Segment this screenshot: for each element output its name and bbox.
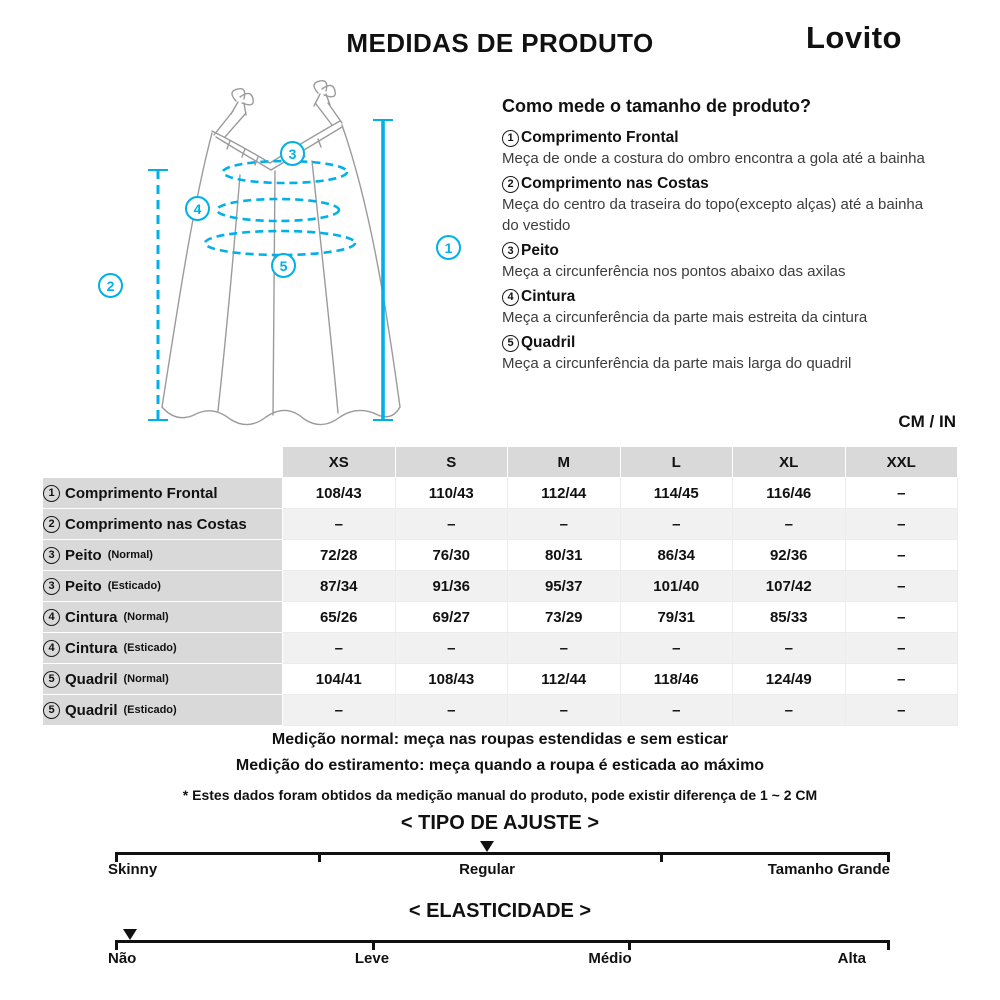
size-header: XS <box>283 447 396 478</box>
size-cell: 116/46 <box>733 478 846 509</box>
fit-axis-line <box>115 852 890 855</box>
size-cell: 114/45 <box>620 478 733 509</box>
note-disclaimer: * Estes dados foram obtidos da medição manual do produto, pode existir diferença de 1 ~ 2 CM <box>182 787 818 803</box>
row-label: Cintura <box>65 608 118 626</box>
elasticity-tick <box>628 940 631 950</box>
elasticity-tick <box>887 940 890 950</box>
table-row <box>43 571 958 602</box>
hip-line <box>205 231 355 255</box>
size-cell: – <box>845 602 958 633</box>
size-cell: – <box>733 509 846 540</box>
size-cell: – <box>845 540 958 571</box>
size-cell: 79/31 <box>620 602 733 633</box>
size-cell: – <box>283 695 396 726</box>
waist-line <box>217 199 339 221</box>
row-number: 3 <box>43 547 60 564</box>
row-number: 5 <box>43 671 60 688</box>
size-cell: – <box>508 695 621 726</box>
note-normal-measure: Medição normal: meça nas roupas estendidas e sem esticar <box>271 731 729 748</box>
page-title: MEDIDAS DE PRODUTO <box>346 28 654 58</box>
item-number: 2 <box>502 176 519 193</box>
size-header: XXL <box>845 447 958 478</box>
size-header: XL <box>733 447 846 478</box>
bust-line <box>223 161 347 183</box>
item-title: Cintura <box>521 288 576 305</box>
fit-label-skinny: Skinny <box>108 861 158 878</box>
marker-5: 5 <box>271 253 296 278</box>
marker-2: 2 <box>98 273 123 298</box>
howto-item <box>502 288 932 328</box>
size-cell: 80/31 <box>508 540 621 571</box>
item-description: Meça a circunferência nos pontos abaixo das axilas <box>502 262 846 280</box>
row-sublabel: (Normal) <box>123 673 169 685</box>
size-cell: 87/34 <box>283 571 396 602</box>
table-row <box>43 695 958 726</box>
note-stretch-measure: Medição do estiramento: meça quando a roupa é esticada ao máximo <box>235 757 765 774</box>
elasticity-label-alta: Alta <box>837 950 866 967</box>
size-cell: – <box>733 633 846 664</box>
size-cell: – <box>620 695 733 726</box>
howto-heading: Como mede o tamanho de produto? <box>502 96 811 116</box>
item-number: 1 <box>502 130 519 147</box>
row-label: Quadril <box>65 670 118 688</box>
fit-tick <box>660 852 663 862</box>
table-row <box>43 633 958 664</box>
size-cell: – <box>283 633 396 664</box>
size-cell: 108/43 <box>395 664 508 695</box>
marker-3: 3 <box>280 141 305 166</box>
item-description: Meça do centro da traseira do topo(excepto alças) até a bainha do vestido <box>502 196 924 234</box>
front-length-line <box>373 120 393 420</box>
row-sublabel: (Normal) <box>107 549 153 561</box>
size-cell: 92/36 <box>733 540 846 571</box>
brand-logo: Lovito <box>806 20 902 55</box>
size-cell: 95/37 <box>508 571 621 602</box>
size-cell: 65/26 <box>283 602 396 633</box>
marker-4: 4 <box>185 196 210 221</box>
item-number: 5 <box>502 335 519 352</box>
item-number: 3 <box>502 242 519 259</box>
row-number: 5 <box>43 702 60 719</box>
size-cell: – <box>620 633 733 664</box>
size-cell: – <box>845 478 958 509</box>
item-title: Peito <box>521 241 559 259</box>
row-number: 2 <box>43 516 60 533</box>
size-cell: 69/27 <box>395 602 508 633</box>
size-cell: 101/40 <box>620 571 733 602</box>
size-cell: 112/44 <box>508 478 621 509</box>
fit-label-tamanho-grande: Tamanho Grande <box>767 861 890 878</box>
row-number: 3 <box>43 578 60 595</box>
size-header: S <box>395 447 508 478</box>
size-table <box>42 446 958 726</box>
size-header: M <box>508 447 621 478</box>
size-cell: – <box>508 509 621 540</box>
size-cell: 124/49 <box>733 664 846 695</box>
elasticity-title: < ELASTICIDADE > <box>408 900 592 922</box>
size-cell: 107/42 <box>733 571 846 602</box>
row-number: 4 <box>43 609 60 626</box>
table-row <box>43 509 958 540</box>
row-sublabel: (Normal) <box>123 611 169 623</box>
size-cell: 73/29 <box>508 602 621 633</box>
elasticity-label-medio: Médio <box>588 950 632 967</box>
row-sublabel: (Esticado) <box>123 704 177 716</box>
row-sublabel: (Esticado) <box>123 642 177 654</box>
size-header: L <box>620 447 733 478</box>
measurement-lines <box>148 120 393 420</box>
item-title: Comprimento Frontal <box>521 129 679 146</box>
size-cell: – <box>733 695 846 726</box>
size-cell: – <box>845 664 958 695</box>
howto-section <box>502 96 932 375</box>
howto-item <box>502 334 932 374</box>
item-description: Meça a circunferência da parte mais larga do quadril <box>502 355 852 373</box>
item-description: Meça a circunferência da parte mais estreita da cintura <box>502 309 868 326</box>
size-cell: 76/30 <box>395 540 508 571</box>
size-cell: 112/44 <box>508 664 621 695</box>
row-label: Peito <box>65 577 102 595</box>
elasticity-tick <box>372 940 375 950</box>
elasticity-label-nao: Não <box>108 950 137 967</box>
size-cell: – <box>395 509 508 540</box>
row-number: 4 <box>43 640 60 657</box>
elasticity-axis-line <box>115 940 890 943</box>
unit-label: CM / IN <box>898 412 956 431</box>
row-label: Comprimento Frontal <box>65 484 218 502</box>
row-number: 1 <box>43 485 60 502</box>
size-cell: 85/33 <box>733 602 846 633</box>
size-cell: – <box>845 695 958 726</box>
size-cell: 72/28 <box>283 540 396 571</box>
size-cell: 104/41 <box>283 664 396 695</box>
item-title: Quadril <box>521 334 576 352</box>
size-cell: – <box>620 509 733 540</box>
row-label: Quadril <box>65 701 118 719</box>
fit-type-title: < TIPO DE AJUSTE > <box>400 812 600 834</box>
item-title: Comprimento nas Costas <box>521 175 709 193</box>
size-cell: 91/36 <box>395 571 508 602</box>
size-cell: 108/43 <box>283 478 396 509</box>
item-number: 4 <box>502 289 519 306</box>
table-row <box>43 664 958 695</box>
size-cell: – <box>845 509 958 540</box>
fit-tick <box>318 852 321 862</box>
size-cell: – <box>395 695 508 726</box>
size-cell: – <box>845 633 958 664</box>
row-sublabel: (Esticado) <box>107 580 161 592</box>
elasticity-tick <box>115 940 118 950</box>
table-row <box>43 602 958 633</box>
howto-item <box>502 175 932 236</box>
elasticity-pointer-icon <box>123 929 137 940</box>
back-length-line <box>148 170 168 420</box>
size-cell: 118/46 <box>620 664 733 695</box>
measurement-diagram <box>90 75 470 435</box>
row-label: Cintura <box>65 639 118 657</box>
size-cell: 110/43 <box>395 478 508 509</box>
howto-item <box>502 129 932 169</box>
row-label: Peito <box>65 546 102 564</box>
size-cell: – <box>508 633 621 664</box>
fit-label-regular: Regular <box>459 861 515 878</box>
size-cell: 86/34 <box>620 540 733 571</box>
fit-pointer-icon <box>480 841 494 852</box>
table-row <box>43 540 958 571</box>
elasticity-label-leve: Leve <box>354 950 390 967</box>
size-cell: – <box>395 633 508 664</box>
marker-1: 1 <box>436 235 461 260</box>
size-cell: – <box>845 571 958 602</box>
size-cell: – <box>283 509 396 540</box>
row-label: Comprimento nas Costas <box>65 515 247 533</box>
howto-item <box>502 242 932 282</box>
table-header-row <box>43 447 958 478</box>
table-row <box>43 478 958 509</box>
corner-cell <box>43 447 283 478</box>
item-description: Meça de onde a costura do ombro encontra a gola até a bainha <box>502 150 925 167</box>
